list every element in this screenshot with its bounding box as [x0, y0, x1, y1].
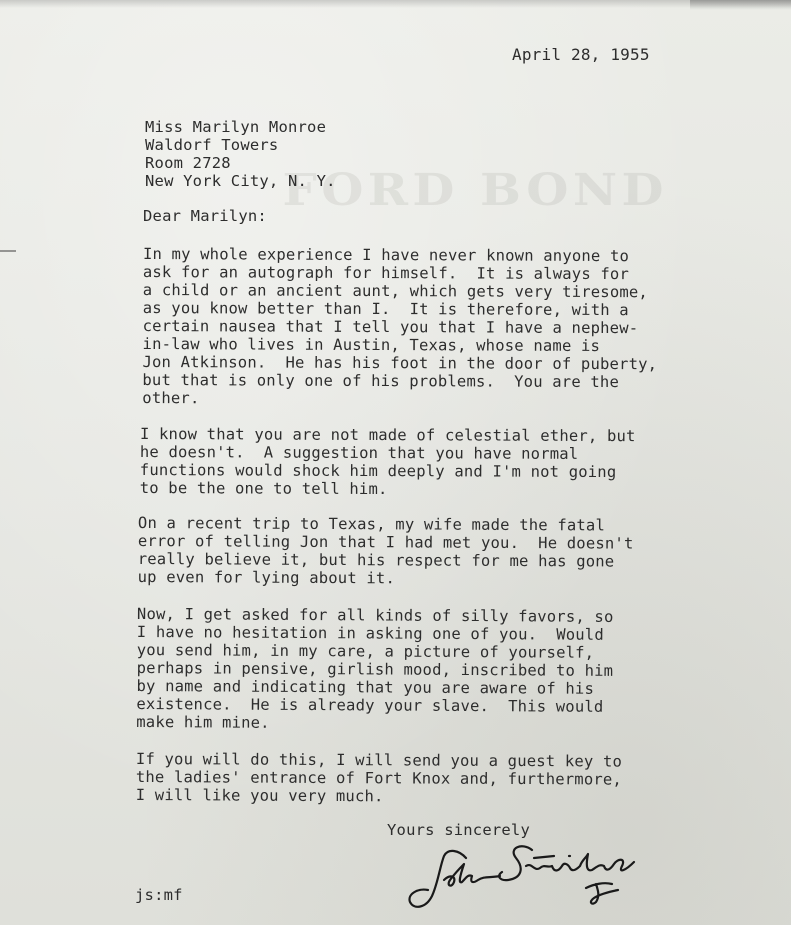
paragraph-4 — [136, 605, 613, 734]
paragraph-line: up even for lying about it. — [137, 567, 396, 588]
paragraph-line: Jon Atkinson. He has his foot in the door of puberty, — [142, 352, 658, 374]
paragraph-line: If you will do this, I will send you a guest key to — [135, 750, 623, 771]
fold-mark — [0, 250, 16, 252]
paragraph-line: in-law who lives in Austin, Texas, whose name is — [142, 334, 601, 355]
signature-stroke-j — [409, 851, 466, 907]
signature-stroke-paraph — [586, 883, 618, 903]
paragraph-line: make him mine. — [136, 712, 270, 732]
paragraph-line: by name and indicating that you are aware of his — [136, 676, 595, 698]
paper-top-edge — [0, 0, 791, 8]
address-line-room: Room 2728 — [145, 154, 231, 172]
address-line-building: Waldorf Towers — [145, 136, 279, 154]
paragraph-line: certain nausea that I tell you that I have a nephew- — [142, 316, 639, 338]
paragraph-line: I know that you are not made of celestial ether, but — [139, 425, 636, 446]
paragraph-line: existence. He is already your slave. This would — [136, 694, 604, 716]
paragraph-line: but that is only one of his problems. You are the — [142, 370, 620, 392]
letter-date: April 28, 1955 — [512, 45, 650, 64]
paragraph-line: really believe it, but his respect for me has gone — [137, 549, 615, 571]
paragraph-line: On a recent trip to Texas, my wife made the fatal — [137, 514, 606, 535]
paragraph-line: In my whole experience I have never known anyone to — [142, 245, 630, 266]
paragraph-5 — [136, 750, 622, 807]
address-line-city: New York City, N. Y. — [145, 172, 336, 190]
paragraph-line: I have no hesitation in asking one of you. Would — [136, 622, 604, 644]
paragraph-line: ask for an autograph for himself. It is always for — [142, 262, 630, 284]
signature-stroke-t-cross — [534, 856, 554, 858]
paragraph-line: a child or an ancient aunt, which gets very tiresome, — [142, 280, 649, 302]
paragraph-line: error of telling Jon that I had met you. He doesn't — [137, 531, 634, 553]
paper-corner-shadow — [690, 0, 791, 10]
paragraph-line: you send him, in my care, a picture of yourself, — [136, 640, 595, 662]
paragraph-line: I will like you very much. — [135, 785, 384, 806]
handwritten-signature — [404, 828, 654, 923]
paragraph-2 — [140, 425, 636, 499]
address-line-name: Miss Marilyn Monroe — [145, 118, 327, 136]
closing-line: Yours sincerely — [387, 821, 530, 839]
paragraph-line: the ladies' entrance of Fort Knox and, furthermore, — [135, 767, 623, 789]
paragraph-3 — [138, 514, 634, 589]
salutation: Dear Marilyn: — [143, 207, 267, 225]
paragraph-line: to be the one to tell him. — [139, 478, 388, 499]
typist-initials: js:mf — [135, 886, 183, 904]
recipient-address — [145, 118, 336, 190]
paragraph-1 — [142, 245, 657, 409]
signature-stroke-ohn — [444, 864, 500, 886]
paragraph-line: functions would shock him deeply and I'm not going — [139, 460, 617, 482]
paragraph-line: he doesn't. A suggestion that you have normal — [139, 442, 579, 463]
signature-stroke-s — [499, 846, 532, 880]
paragraph-line: as you know better than I. It is therefore, with a — [142, 298, 629, 320]
paragraph-line: other. — [142, 388, 200, 408]
paragraph-line: Now, I get asked for all kinds of silly favors, so — [136, 605, 614, 626]
paragraph-line: perhaps in pensive, girlish mood, inscribed to him — [136, 658, 614, 680]
paper-watermark: FORD BOND — [282, 165, 668, 216]
